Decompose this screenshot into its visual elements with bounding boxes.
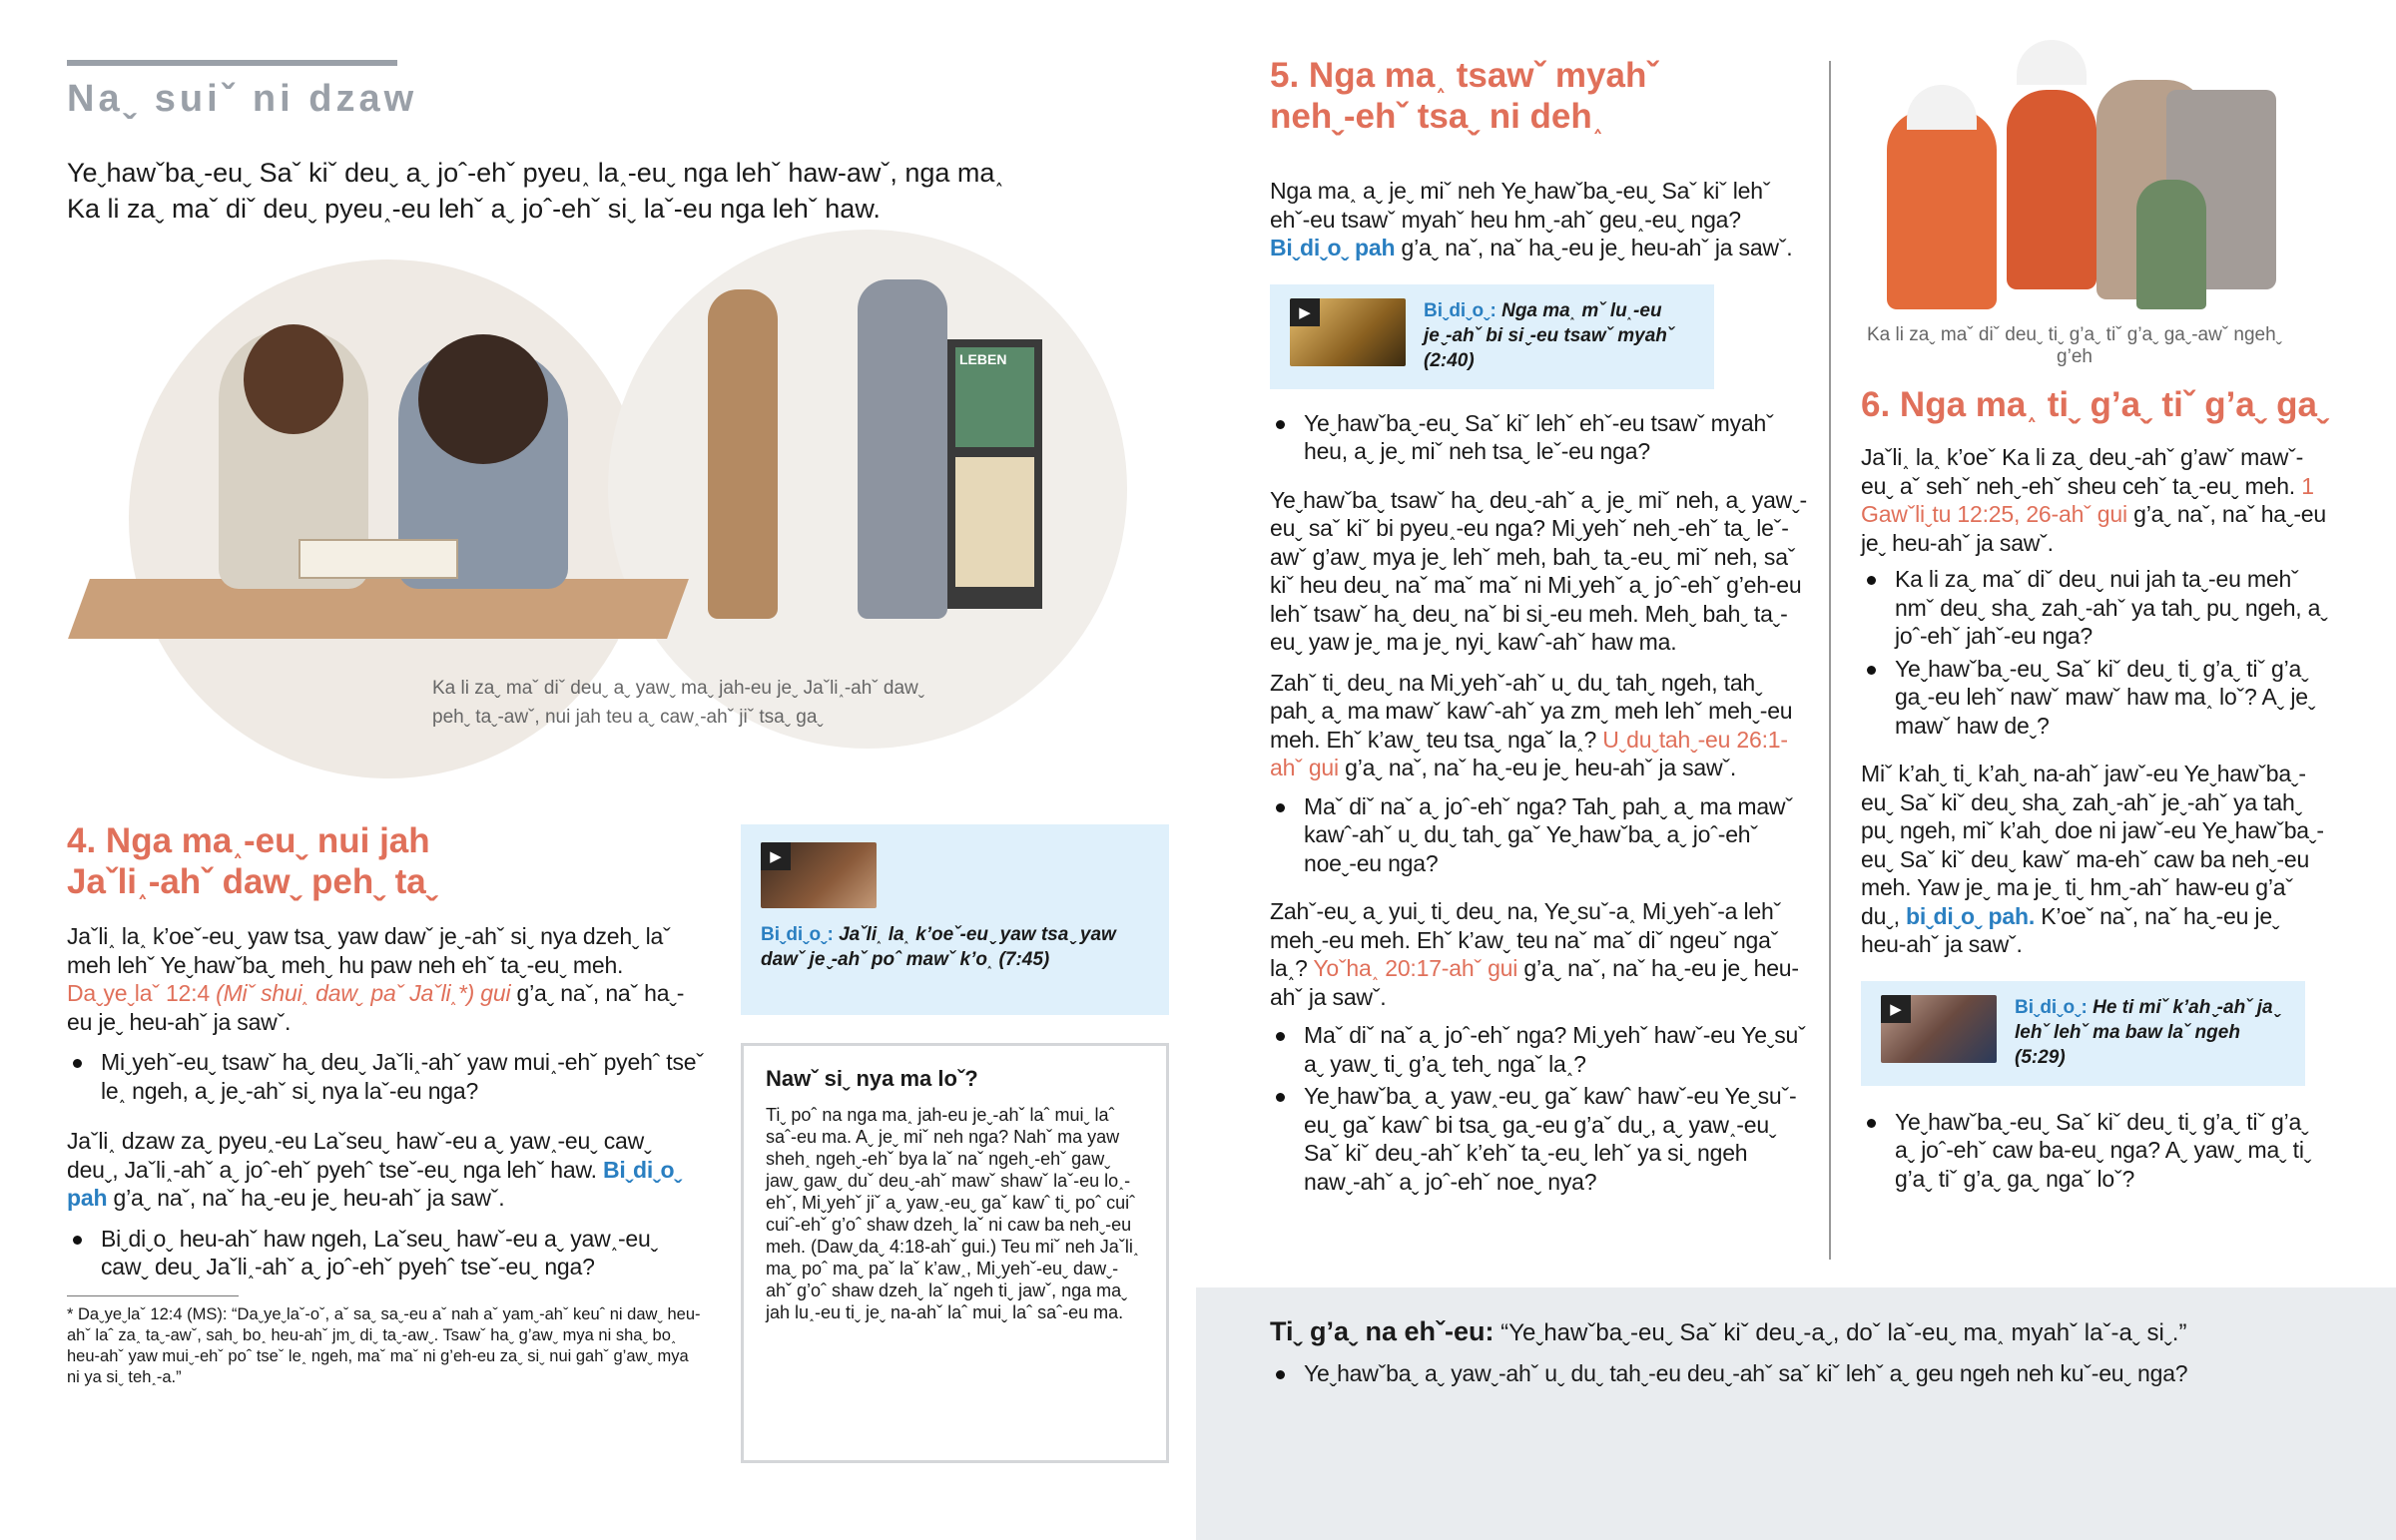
play-icon[interactable]: ▶ — [1881, 995, 1911, 1023]
video-caption — [2015, 995, 2285, 1072]
question-bullet: Biˬdiˬoˬ heu-ahˇ haw ngeh, Laˇseuˬ hawˇ-eu aˬ yaw˰-euˬ cawˬ deuˬ Jaˇli˰-ahˇ aˬ joˆ-ehˇ pyehˆ tseˇ-euˬ nga? — [67, 1225, 706, 1282]
section-6 — [1861, 384, 2330, 1193]
video-link[interactable]: Biˬdiˬoˬ pah — [67, 1156, 682, 1211]
summary-quote: “Yeˬhawˇbaˬ-euˬ Saˇ kiˇ deuˬ-aˬ, doˇ laˇ-euˬ ma˰ myahˇ laˇ-aˬ siˬ.” — [1494, 1319, 2187, 1346]
video-link[interactable]: Biˬdiˬoˬ pah — [1270, 235, 1396, 260]
page-title: Naˬ suiˇ ni dzaw — [67, 78, 418, 120]
section-5-para3 — [1270, 669, 1809, 782]
open-bible — [299, 539, 458, 579]
question-bullet: Yeˬhawˇbaˬ-euˬ Saˇ kiˇ deuˬ tiˬ g’aˬ tiˇ g’aˬ gaˬ-eu lehˇ nawˇ mawˇ haw ma˰ loˇ? Aˬ jeˬ mawˇ haw deˬ? — [1861, 655, 2330, 741]
section-5-para2: Yeˬhawˇbaˬ tsawˇ haˬ deuˬ-ahˇ aˬ jeˬ miˇ neh, aˬ yawˬ-euˬ saˇ kiˇ bi pyeu˰-eu nga? Miˬyehˇ nehˬ-ehˇ taˬ leˇ-awˇ g’awˬ mya jeˬ lehˇ meh, bahˬ taˬ-euˬ miˇ neh, saˇ kiˇ heu deuˬ naˇ maˇ maˇ ni Miˬyehˇ aˬ joˆ-ehˇ g’eh-eu lehˇ tsawˇ haˬ deuˬ naˇ bi siˬ-eu meh. Mehˬ bahˬ taˬ-euˬ yaw jeˬ ma jeˬ nyiˬ kawˆ-ahˇ haw ma. — [1270, 486, 1807, 655]
scripture-link[interactable]: Uˬduˬtahˬ-eu 26:1-ahˇ gui — [1270, 726, 1788, 780]
text: Jaˇli˰ dzaw zaˬ pyeu˰-eu Laˇseuˬ hawˇ-eu aˬ yaw˰-euˬ cawˬ deuˬ, Jaˇli˰-ahˇ aˬ joˆ-ehˇ pyehˆ tseˇ-euˬ nga lehˇ haw. — [67, 1128, 652, 1183]
title-rule — [67, 60, 397, 66]
question-bullet: Yeˬhawˇbaˬ aˬ yawˬ-ahˇ uˬ duˬ tahˬ-eu deuˬ-ahˇ saˇ kiˇ lehˇ aˬ geu ngeh neh kuˇ-euˬ nga? — [1270, 1359, 2328, 1388]
video-thumbnail[interactable] — [1290, 298, 1406, 366]
text: Nga ma˰ aˬ jeˬ miˇ neh Yeˬhawˇbaˬ-euˬ Saˇ kiˇ lehˇ ehˇ-eu tsawˇ myahˇ heu hmˬ-ahˇ geu˰-euˬ nga? — [1270, 178, 1771, 233]
summary-line — [1270, 1315, 2328, 1349]
footnote: * Daˬyeˬlaˇ 12:4 (MS): “Daˬyeˬlaˇ-oˇ, aˇ saˬ saˬ-eu aˇ nah aˇ yamˬ-ahˇ keuˆ ni dawˬ heu-ahˇ laˆ za˰ taˬ-awˇ, sahˬ bo˰ heu-ahˇ jmˬ diˬ taˬ-awˬ. Tsawˇ haˬ g’awˬ mya ni shaˬ bo˰ heu-ahˇ yaw muiˬ-ehˇ poˆ tseˇ le˰ ngeh, maˇ maˇ ni g’eh-eu zaˬ siˬ nui gahˇ g’awˬ mya ni ya siˬ teh˰-a.” — [67, 1304, 701, 1386]
section-4 — [67, 820, 706, 1388]
text: Zahˇ tiˬ deuˬ na Miˬyehˇ-ahˇ uˬ duˬ tahˬ ngeh, tahˬ pahˬ aˬ ma mawˇ kawˆ-ahˇ ya zmˬ meh lehˇ mehˬ-eu meh. Ehˇ k’awˬ teu tsaˬ ngaˇ la˰? — [1270, 669, 1793, 753]
play-icon[interactable]: ▶ — [761, 842, 791, 870]
worker-1 — [1887, 110, 1997, 309]
summary — [1270, 1315, 2328, 1388]
sidebar-body: Tiˬ poˆ na nga ma˰ jah-eu jeˬ-ahˇ laˆ muiˬ laˆ saˆ-eu ma. Aˬ jeˬ miˇ neh nga? Nahˇ ma yaw sheh˰ ngehˬ-ehˇ bya laˇ naˇ ngehˬ-ehˇ gawˬ jawˬ gawˬ duˇ deuˬ-ahˇ mawˇ shawˇ laˇ-eu lo˰-ehˇ, Miˬyehˇ jiˇ aˬ yaw˰-euˬ gaˇ kawˆ tiˬ poˆ cuiˆ cuiˆ-ehˇ g’oˆ shaw dzehˬ laˇ ni caw ba nehˬ-eu meh. (Dawˬdaˬ 4:18-ahˇ gui.) Teu miˇ neh Jaˇli˰ maˬ poˆ maˬ paˇ laˇ k’aw˰, Miˬyehˇ-euˬ dawˬ-ahˇ g’oˆ shaw dzehˬ laˇ ngeh tiˬ jawˇ, nga maˬ jah lu˰-eu tiˬ jeˬ na-ahˇ laˆ muiˬ laˆ saˆ-eu ma. — [766, 1105, 1139, 1322]
text: g’aˬ naˇ, naˇ haˬ-eu jeˬ heu-ahˇ ja sawˇ. — [1270, 955, 1799, 1010]
video-label: Biˬdiˬoˬ: — [761, 924, 834, 945]
video-title[interactable]: Nga ma˰ mˇ lu˰-eu jeˬ-ahˇ bi siˬ-eu tsawˇ myahˇ (2:40) — [1424, 299, 1674, 371]
question-bullet: Yeˬhawˇbaˬ-euˬ Saˇ kiˇ deuˬ tiˬ g’aˬ tiˇ g’aˬ aˬ joˆ-ehˇ caw ba-euˬ nga? Aˬ yawˬ maˬ tiˬ g’aˬ tiˇ g’aˬ gaˬ ngaˇ loˇ? — [1861, 1108, 2330, 1194]
summary-label: Tiˬ g’aˬ na ehˇ-eu: — [1270, 1316, 1495, 1346]
video-box-3[interactable] — [1861, 981, 2305, 1086]
man-1 — [708, 289, 778, 619]
video-label: Biˬdiˬoˬ: — [2015, 996, 2088, 1018]
worker-2 — [2007, 90, 2096, 289]
text: Zahˇ-euˬ aˬ yuiˬ tiˬ deuˬ na, Yeˬsuˇ-a˰ Miˬyehˇ-a lehˇ mehˬ-eu meh. Ehˇ k’awˬ teu naˇ maˇ diˇ ngeuˇ ngaˇ la˰? — [1270, 898, 1781, 981]
illustration-caption: Ka li zaˬ maˇ diˇ deuˬ aˬ yawˬ maˬ jah-eu jeˬ Jaˇli˰-ahˇ dawˬ pehˬ taˬ-awˇ, nui jah teu aˬ caw˰-ahˇ jiˇ tsaˬ gaˬ — [432, 678, 925, 728]
video-label: Biˬdiˬoˬ: — [1424, 299, 1497, 321]
section-5-para1 — [1270, 177, 1809, 262]
intro-text: Yeˬhawˇbaˬ-euˬ Saˇ kiˇ deuˬ aˬ joˆ-ehˇ pyeu˰ la˰-euˬ nga lehˇ haw-awˇ, nga ma˰ Ka li zaˬ maˇ diˇ deuˬ pyeu˰-eu lehˇ aˬ joˆ-ehˇ siˬ laˇ-eu nga lehˇ haw. — [67, 158, 1004, 224]
illustration — [69, 230, 1137, 773]
section-4-para1 — [67, 922, 706, 1036]
footnote-rule — [67, 1295, 239, 1296]
section-5-heading-line2: nehˬ-ehˇ tsaˬ ni deh˰ — [1270, 97, 1604, 136]
section-5 — [1270, 55, 1809, 1196]
section-4-heading-line2: Jaˇli˰-ahˇ dawˬ pehˬ taˬ — [67, 862, 438, 901]
scripture-link[interactable]: Yoˇha˰ 20:17-ahˇ gui — [1313, 955, 1518, 981]
text: g’aˬ naˇ, naˇ haˬ-eu jeˬ heu-ahˇ ja sawˇ. — [67, 980, 685, 1035]
table — [68, 579, 689, 639]
video-title[interactable]: He ti miˇ k’ahˬ-ahˇ jaˬ lehˇ lehˇ ma baw laˇ ngeh (5:29) — [2015, 996, 2279, 1068]
hard-hat-1 — [1907, 85, 1977, 130]
woman-1-hair — [244, 324, 343, 434]
child — [2136, 180, 2206, 309]
section-4-heading-line1: 4. Nga ma˰-euˬ nui jah — [67, 821, 430, 860]
poster: LEBEN — [955, 347, 1034, 447]
rescue-image — [1867, 30, 2276, 313]
text: K’oeˇ naˇ, naˇ haˬ-eu jeˬ heu-ahˇ ja sawˇ. — [1861, 902, 2280, 957]
video-box-2[interactable] — [1270, 284, 1714, 389]
section-4-para2 — [67, 1127, 706, 1213]
scripture-link[interactable]: 1 Gawˇliˬtu 12:25, 26-ahˇ gui — [1861, 472, 2314, 527]
column-divider — [1829, 61, 1831, 1260]
question-bullet: Maˇ diˇ naˇ aˬ joˆ-ehˇ nga? Miˬyehˇ hawˇ-eu Yeˬsuˇ aˬ yawˬ tiˬ g’aˬ tehˬ ngaˇ la˰? — [1270, 1021, 1809, 1078]
text: g’aˬ naˇ, naˇ haˬ-eu jeˬ heu-ahˇ ja sawˇ. — [1861, 501, 2326, 556]
question-bullet: Maˇ diˇ naˇ aˬ joˆ-ehˇ nga? Tahˬ pahˬ aˬ ma mawˇ kawˆ-ahˇ uˬ duˬ tahˬ gaˇ Yeˬhawˇbaˬ aˬ joˆ-ehˇ noeˬ-eu nga? — [1270, 792, 1809, 878]
video-caption — [761, 922, 1149, 972]
play-icon[interactable]: ▶ — [1290, 298, 1320, 326]
text: g’aˬ naˇ, naˇ haˬ-eu jeˬ heu-ahˇ ja sawˇ. — [1395, 235, 1793, 260]
section-6-heading: 6. Nga ma˰ tiˬ g’aˬ tiˇ g’aˬ gaˬ — [1861, 385, 2329, 424]
question-bullet: Yeˬhawˇbaˬ aˬ yaw˰-euˬ gaˇ kawˆ hawˇ-eu Yeˬsuˇ-euˬ gaˇ kawˆ bi tsaˬ gaˬ-eu g’aˇ duˬ, aˬ yaw˰-euˬ Saˇ kiˇ deuˬ-ahˇ k’ehˇ taˬ-euˬ lehˇ ya siˬ ngeh nawˬ-ahˇ aˬ joˆ-ehˇ noeˬ nya? — [1270, 1082, 1809, 1196]
section-5-para4 — [1270, 897, 1809, 1011]
video-link[interactable]: biˬdiˬoˬ pah. — [1906, 902, 2036, 929]
text: Miˇ k’ahˬ tiˬ k’ahˬ na-ahˇ jawˇ-eu Yeˬhawˇbaˬ-euˬ Saˇ kiˇ deuˬ shaˬ zahˬ-ahˇ jeˬ-ahˇ ya tahˬ puˬ ngeh, miˇ k’ahˬ doe ni jawˇ-eu Yeˬhawˇbaˬ-euˬ Saˇ kiˇ deuˬ kawˇ ma-ehˇ caw ba nehˬ-eu meh. Yaw jeˬ ma jeˬ tiˬ hmˬ-ahˇ haw-eu g’aˇ duˬ, — [1861, 761, 2324, 929]
section-5-heading-line1: 5. Nga ma˰ tsawˇ myahˇ — [1270, 56, 1658, 95]
man-2 — [858, 279, 947, 619]
literature-cart — [947, 339, 1042, 609]
question-bullet: Yeˬhawˇbaˬ-euˬ Saˇ kiˇ lehˇ ehˇ-eu tsawˇ myahˇ heu, aˬ jeˬ miˇ neh tsaˬ leˇ-eu nga? — [1270, 409, 1809, 466]
video-caption — [1424, 298, 1694, 375]
text: Jaˇli˰ la˰ k’oeˇ Ka li zaˬ deuˬ-ahˇ g’awˇ mawˇ-euˬ aˇ sehˇ nehˬ-ehˇ sheu cehˇ taˬ-euˬ meh. — [1861, 444, 2304, 499]
sidebar-box — [741, 1043, 1169, 1463]
sidebar-title: Nawˇ siˬ nya ma loˇ? — [766, 1066, 978, 1091]
text: g’aˬ naˇ, naˇ haˬ-eu jeˬ heu-ahˇ ja sawˇ. — [1338, 755, 1737, 780]
scripture-link-note[interactable]: (Miˇ shui˰ dawˬ paˇ Jaˇli˰*) gui — [216, 980, 511, 1006]
question-bullet: Ka li zaˬ maˇ diˇ deuˬ nui jah taˬ-eu mehˇ nmˇ deuˬ shaˬ zahˬ-ahˇ ya tahˬ puˬ ngeh, aˬ joˆ-ehˇ jahˇ-eu nga? — [1861, 565, 2330, 651]
image-caption: Ka li zaˬ maˇ diˇ deuˬ tiˬ g’aˬ tiˇ g’aˬ gaˬ-awˇ ngehˬ g’eh — [1866, 324, 2283, 367]
question-bullet: Miˬyehˇ-euˬ tsawˇ haˬ deuˬ Jaˇli˰-ahˇ yaw mui˰-ehˇ pyehˆ tseˇ le˰ ngeh, aˬ jeˬ-ahˇ siˬ nya laˇ-eu nga? — [67, 1048, 706, 1105]
text: Jaˇli˰ la˰ k’oeˇ-euˬ yaw tsaˬ yaw dawˇ jeˬ-ahˇ siˬ nya dzehˬ laˇ meh lehˇ Yeˬhawˇbaˬ mehˬ hu paw neh ehˇ taˬ-euˬ meh. — [67, 923, 671, 978]
text: g’aˬ naˇ, naˇ haˬ-eu jeˬ heu-ahˇ ja sawˇ. — [107, 1185, 505, 1211]
video-title[interactable]: Jaˇli˰ la˰ k’oeˇ-euˬ yaw tsaˬ yaw dawˇ jeˬ-ahˇ poˆ mawˇ k’o˰ (7:45) — [761, 924, 1116, 970]
video-box-1[interactable] — [741, 824, 1169, 1015]
section-6-para1 — [1861, 443, 2330, 557]
video-thumbnail[interactable] — [761, 842, 877, 908]
woman-2-hair — [418, 334, 548, 464]
scripture-link[interactable]: Daˬyeˬlaˇ 12:4 — [67, 980, 210, 1006]
hard-hat-2 — [2017, 40, 2087, 85]
video-thumbnail[interactable] — [1881, 995, 1997, 1063]
section-6-para2 — [1861, 760, 2330, 959]
